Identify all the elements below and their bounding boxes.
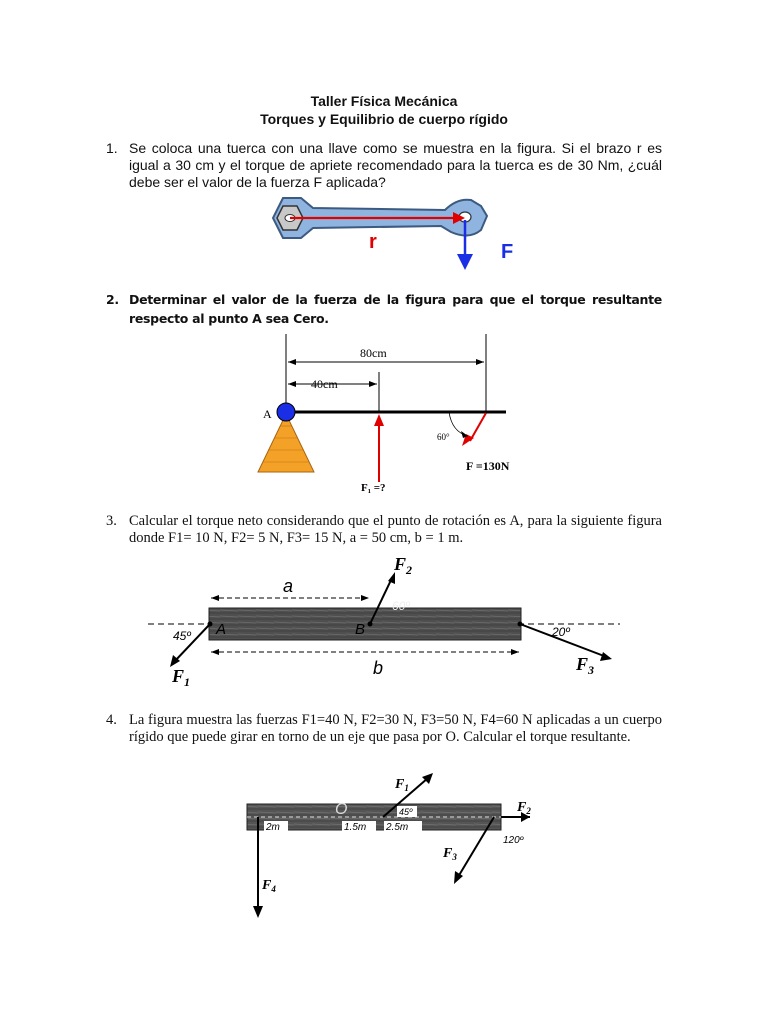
problem-2 [106, 290, 662, 328]
force-f2-label: $F_2$ [517, 800, 531, 816]
pivot-a [277, 403, 295, 421]
segment-2m-label: 2m [266, 822, 280, 833]
point-a-dot [208, 622, 213, 627]
dimension-b-arrow-left [211, 649, 219, 655]
problem-text: Calcular el torque neto considerando que el punto de rotación es A, para la siguiente figura donde F1= 10 N, F2= 5 N, F3= 15 N, a = 50 cm, b = 1 m. [129, 513, 662, 546]
support-triangle [258, 414, 314, 472]
problem-number: 4. [106, 712, 117, 728]
problem-text: Determinar el valor de la fuerza de la figura para que el torque resultante respecto al punto A sea Cero. [129, 292, 662, 326]
dimension-80cm-arrow-left [288, 359, 296, 365]
problem-text: Se coloca una tuerca con una llave como se muestra en la figura. Si el brazo r es igual a 30 cm y el torque de apriete recomendado para la tuerca es de 30 Nm, ¿cuál debe ser el valor de la fuerza F aplicada? [129, 140, 662, 190]
problem-number: 1. [106, 140, 118, 156]
dimension-80cm-arrow-right [476, 359, 484, 365]
angle-45-label: 45º [173, 629, 191, 643]
force-f3-arrowhead [454, 871, 463, 884]
force-f1-arrowhead [374, 414, 384, 426]
force-f4-label: $F_4$ [262, 878, 276, 894]
angle-20-label: 20º [552, 625, 570, 639]
label-r: r [369, 231, 377, 253]
problem-4 [106, 712, 662, 746]
worksheet-header [0, 92, 768, 128]
point-o-label: O [335, 801, 348, 818]
angle-120-label: 120º [503, 835, 524, 846]
problem-1 [106, 140, 662, 191]
dimension-a-arrow-right [361, 595, 369, 601]
force-f1-label: $F_1$ [395, 777, 409, 793]
angle-60-label: 60º [392, 599, 410, 613]
dimension-a-label: a [283, 576, 294, 596]
segment-15m-label: 1.5m [344, 822, 367, 833]
force-f-label: F =130N [466, 459, 510, 473]
dimension-40cm-label: 40cm [311, 377, 338, 391]
point-a-label: A [216, 621, 227, 638]
label-f: F [501, 241, 514, 263]
force-f2-label: $F_2$ [394, 554, 413, 577]
dimension-40cm-arrow-left [288, 381, 296, 387]
force-f3-arrowhead [600, 652, 612, 661]
point-b-label: B [355, 621, 366, 638]
angle-arc [449, 412, 468, 436]
force-f1-label: F₁ =? [361, 482, 386, 494]
beam-figure-3 [148, 554, 620, 688]
problem-number: 2. [106, 292, 119, 307]
point-a-label: A [263, 407, 272, 421]
end-dot [518, 622, 523, 627]
angle-label: 60° [437, 432, 450, 442]
segment-25m-label: 2.5m [386, 822, 409, 833]
dimension-b-label: b [373, 658, 384, 678]
angle-45-label: 45º [399, 807, 413, 817]
beam-figure-4 [240, 768, 530, 924]
force-f3-label: $F_3$ [576, 654, 595, 677]
force-f3-label: $F_3$ [443, 846, 457, 862]
point-b-dot [368, 622, 373, 627]
force-f-arrow [470, 413, 486, 441]
lever-figure [256, 332, 512, 496]
dimension-40cm-arrow-right [369, 381, 377, 387]
force-f4-arrowhead [253, 906, 263, 918]
worksheet-subtitle: Torques y Equilibrio de cuerpo rígido [260, 111, 508, 127]
problem-text: La figura muestra las fuerzas F1=40 N, F2=30 N, F3=50 N, F4=60 N aplicadas a un cuerpo rígido que puede girar en torno de un eje que pasa por O. Calcular el torque resultante. [129, 712, 662, 745]
dimension-a-arrow-left [211, 595, 219, 601]
problem-3 [106, 513, 662, 547]
dimension-80cm-label: 80cm [360, 346, 387, 360]
force-f-arrowhead [457, 254, 473, 270]
worksheet-title: Taller Física Mecánica [310, 93, 458, 109]
problem-number: 3. [106, 513, 117, 529]
force-f1-label: $F_1$ [172, 666, 191, 689]
dimension-b-arrow-right [511, 649, 519, 655]
wrench-figure [265, 190, 535, 276]
